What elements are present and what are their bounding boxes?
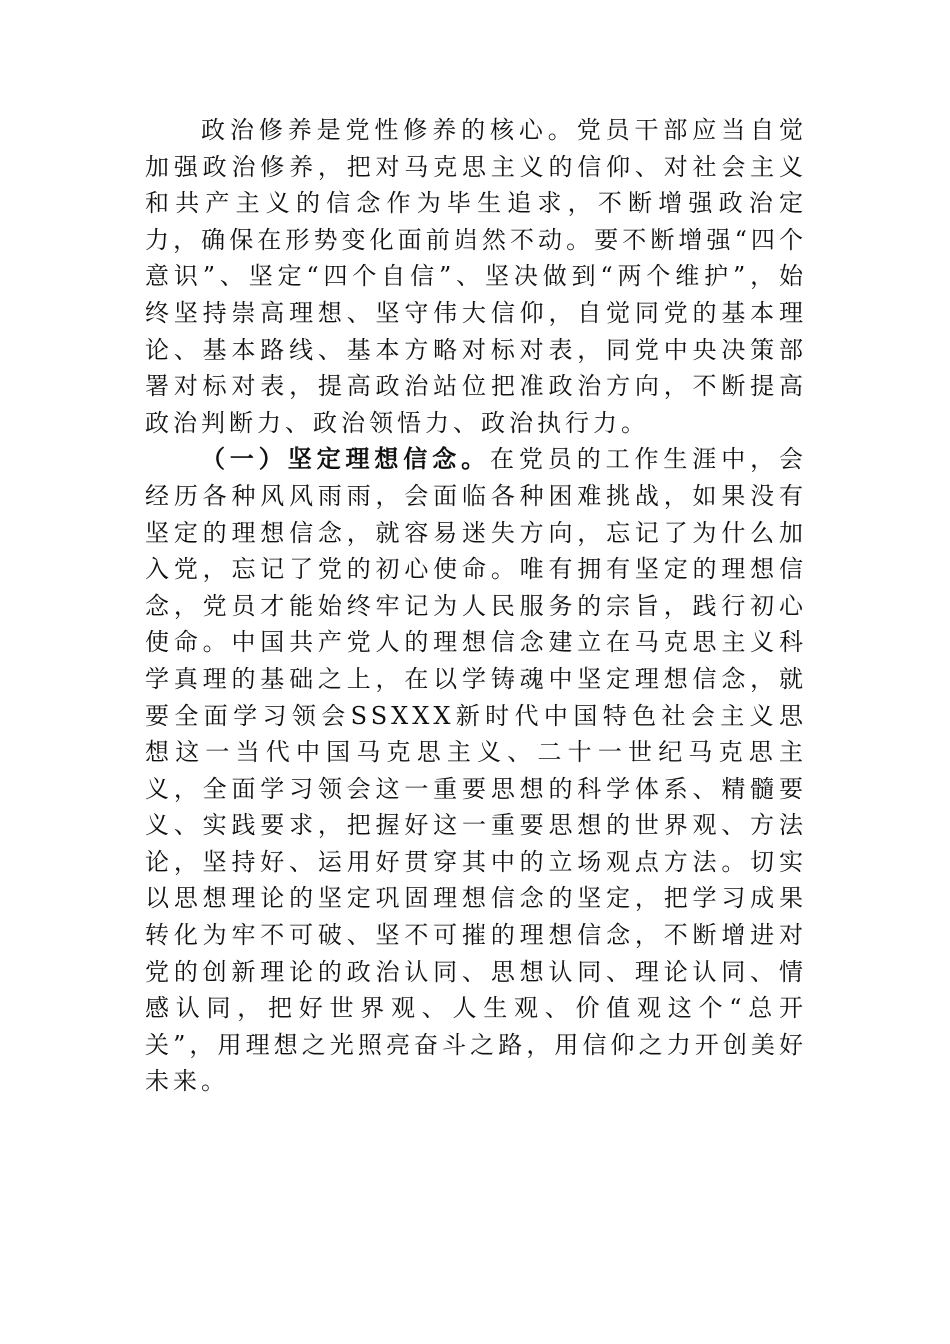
section-heading: （一）坚定理想信念。: [201, 444, 490, 474]
paragraph-ideals-beliefs: [145, 441, 807, 1100]
paragraph-1-text: 政治修养是党性修养的核心。党员干部应当自觉加强政治修养，把对马克思主义的信仰、对社会主义和共产主义的信念作为毕生追求，不断增强政治定力，确保在形势变化面前岿然不动。要不断增强“四个意识”、坚定“四个自信”、坚决做到“两个维护”，始终坚持崇高理想、坚守伟大信仰，自觉同党的基本理论、基本路线、基本方略对标对表，同党中央决策部署对标对表，提高政治站位把准政治方向，不断提高政治判断力、政治领悟力、政治执行力。: [145, 116, 807, 437]
document-body: [145, 112, 807, 1100]
paragraph-political-cultivation: [145, 112, 807, 441]
paragraph-2-text: 在党员的工作生涯中，会经历各种风风雨雨，会面临各种困难挑战，如果没有坚定的理想信念，就容易迷失方向，忘记了为什么加入党，忘记了党的初心使命。唯有拥有坚定的理想信念，党员才能始终牢记为人民服务的宗旨，践行初心使命。中国共产党人的理想信念建立在马克思主义科学真理的基础之上，在以学铸魂中坚定理想信念，就要全面学习领会SSXXX新时代中国特色社会主义思想这一当代中国马克思主义、二十一世纪马克思主义，全面学习领会这一重要思想的科学体系、精髓要义、实践要求，把握好这一重要思想的世界观、方法论，坚持好、运用好贯穿其中的立场观点方法。切实以思想理论的坚定巩固理想信念的坚定，把学习成果转化为牢不可破、坚不可摧的理想信念，不断增进对党的创新理论的政治认同、思想认同、理论认同、情感认同，把好世界观、人生观、价值观这个“总开关”，用理想之光照亮奋斗之路，用信仰之力开创美好未来。: [145, 445, 807, 1096]
